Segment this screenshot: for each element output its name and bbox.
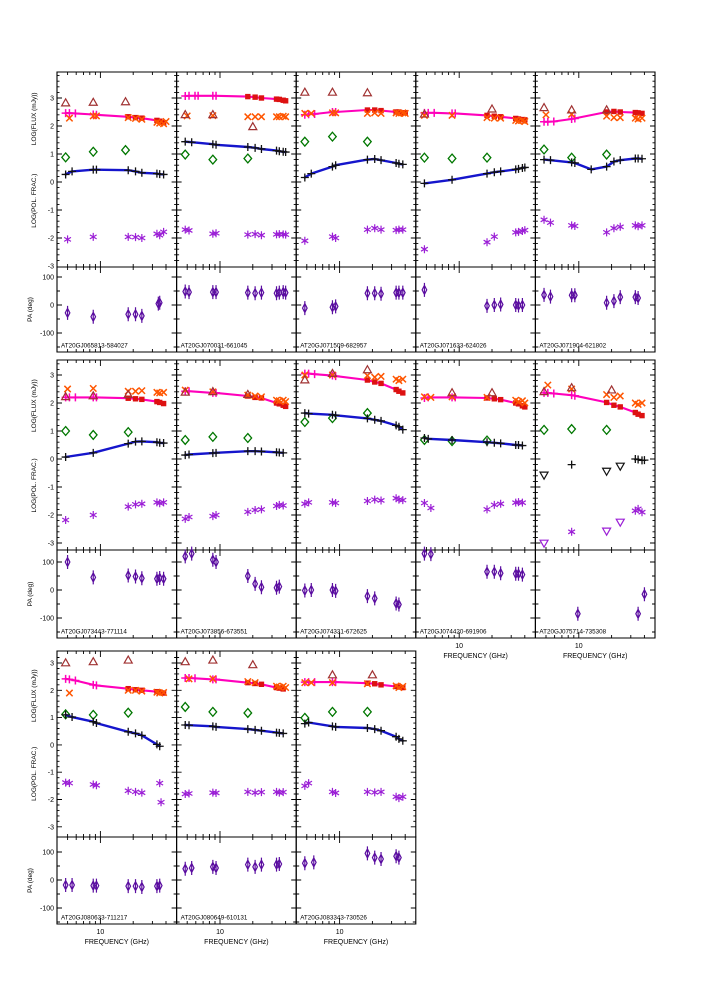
svg-text:LOG(POL. FRAC.): LOG(POL. FRAC.) — [31, 458, 38, 513]
svg-text:-1: -1 — [47, 484, 54, 492]
svg-text:100: 100 — [42, 849, 54, 857]
svg-text:LOG(FLUX (mJy)): LOG(FLUX (mJy)) — [31, 379, 38, 432]
svg-text:-100: -100 — [39, 905, 54, 913]
svg-text:LOG(POL. FRAC.): LOG(POL. FRAC.) — [31, 173, 38, 228]
svg-text:100: 100 — [42, 559, 54, 567]
svg-text:-100: -100 — [39, 330, 54, 338]
svg-text:3: 3 — [50, 95, 54, 103]
source-label: AT20GJ073856-673551 — [180, 628, 248, 636]
svg-text:1: 1 — [50, 715, 54, 723]
source-label: AT20GJ075714-735308 — [539, 628, 607, 636]
svg-text:-2: -2 — [47, 512, 54, 520]
svg-text:0: 0 — [50, 179, 54, 187]
source-label: AT20GJ071904-621802 — [539, 342, 607, 350]
svg-text:-3: -3 — [47, 824, 54, 832]
svg-text:PA (deg): PA (deg) — [27, 581, 34, 607]
svg-text:1: 1 — [50, 151, 54, 159]
svg-text:FREQUENCY (GHz): FREQUENCY (GHz) — [323, 939, 389, 946]
svg-text:-2: -2 — [47, 235, 54, 243]
svg-text:2: 2 — [50, 400, 54, 408]
svg-text:3: 3 — [50, 660, 54, 668]
svg-text:0: 0 — [50, 587, 54, 595]
source-label: AT20GJ080633-711217 — [61, 914, 128, 922]
source-label: AT20GJ074420-691906 — [419, 628, 487, 636]
svg-text:2: 2 — [50, 123, 54, 131]
svg-text:10: 10 — [455, 643, 464, 650]
svg-text:-100: -100 — [39, 615, 54, 623]
svg-text:FREQUENCY (GHz): FREQUENCY (GHz) — [562, 653, 628, 660]
source-label: AT20GJ071509-682957 — [300, 342, 367, 350]
svg-text:PA (deg): PA (deg) — [27, 297, 34, 322]
svg-text:10: 10 — [574, 643, 583, 650]
svg-text:-2: -2 — [47, 797, 54, 804]
svg-text:FREQUENCY (GHz): FREQUENCY (GHz) — [84, 939, 150, 946]
source-label: AT20GJ071633-624026 — [419, 342, 487, 350]
svg-text:10: 10 — [96, 929, 105, 936]
svg-text:FREQUENCY (GHz): FREQUENCY (GHz) — [443, 653, 508, 660]
svg-text:-3: -3 — [47, 263, 54, 271]
source-label: AT20GJ074331-672625 — [300, 628, 367, 636]
svg-text:FREQUENCY (GHz): FREQUENCY (GHz) — [204, 939, 269, 946]
svg-text:PA (deg): PA (deg) — [27, 868, 34, 893]
svg-text:10: 10 — [216, 929, 224, 936]
svg-text:0: 0 — [50, 877, 54, 885]
svg-text:LOG(FLUX (mJy)): LOG(FLUX (mJy)) — [31, 92, 38, 146]
svg-text:10: 10 — [335, 929, 344, 936]
svg-text:0: 0 — [50, 302, 54, 310]
svg-text:-1: -1 — [47, 207, 54, 215]
source-label: AT20GJ073443-771114 — [61, 628, 127, 636]
svg-text:-3: -3 — [47, 540, 54, 548]
svg-text:3: 3 — [50, 372, 54, 380]
source-label: AT20GJ080649-610131 — [180, 914, 248, 922]
svg-text:0: 0 — [50, 742, 54, 750]
source-label: AT20GJ065813-584027 — [61, 342, 128, 350]
svg-text:0: 0 — [50, 456, 54, 464]
svg-text:2: 2 — [50, 687, 54, 695]
svg-text:1: 1 — [50, 428, 54, 436]
svg-text:LOG(FLUX (mJy)): LOG(FLUX (mJy)) — [31, 669, 38, 723]
source-label: AT20GJ070031-661045 — [180, 342, 248, 350]
svg-text:LOG(POL. FRAC.): LOG(POL. FRAC.) — [31, 746, 38, 801]
svg-text:-1: -1 — [47, 769, 54, 777]
svg-text:100: 100 — [42, 274, 54, 282]
source-label: AT20GJ083343-730526 — [300, 914, 367, 922]
